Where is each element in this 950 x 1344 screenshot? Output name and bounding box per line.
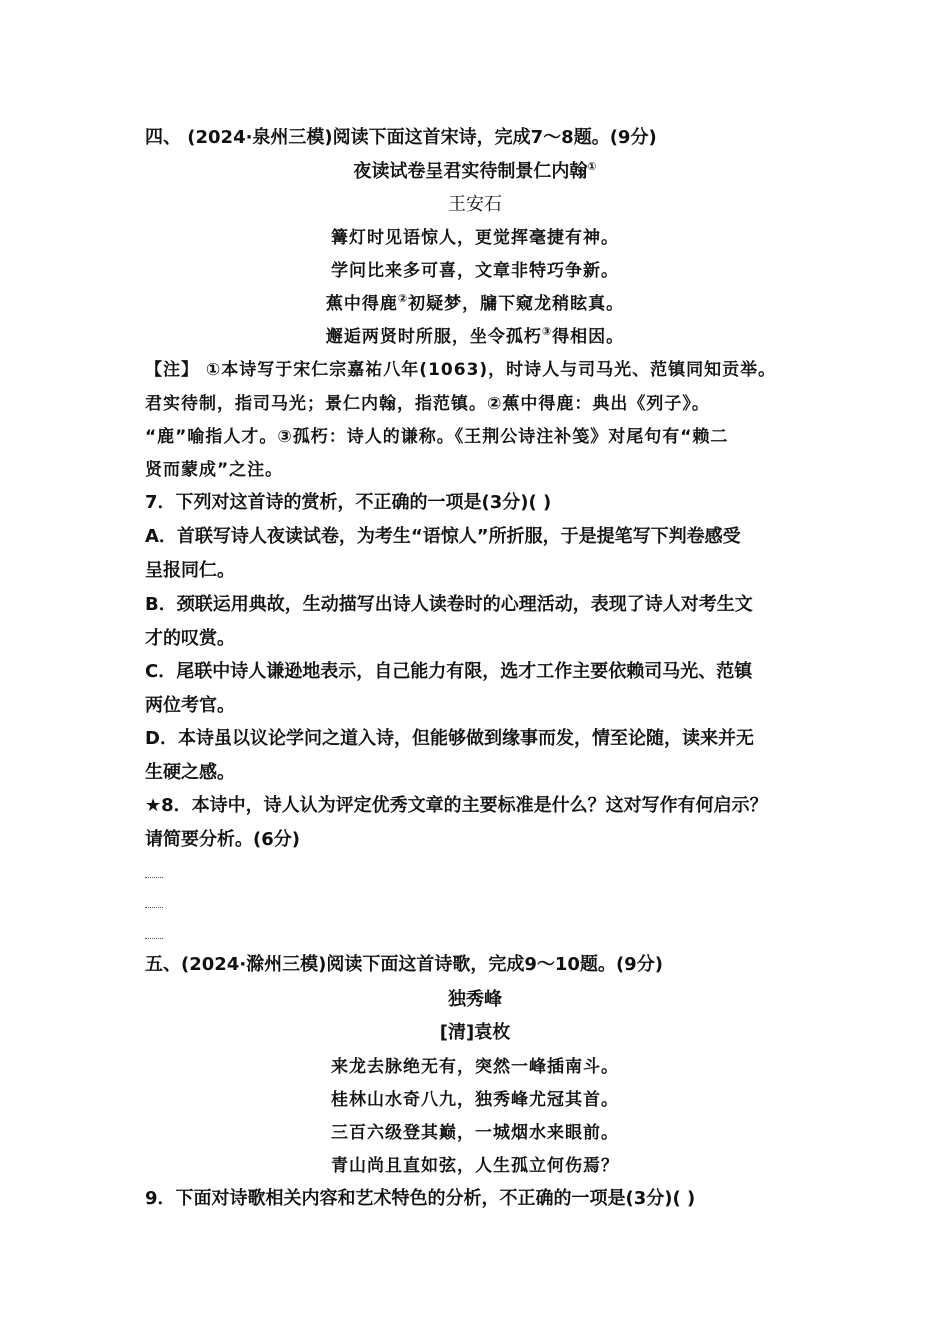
poem1-line-text: 得相因。 <box>552 327 625 347</box>
note-line: 【注】 ①本诗写于宋仁宗嘉祐八年(1063)，时诗人与司马光、范镇同知贡举。 <box>145 360 777 380</box>
option-c[interactable]: C．尾联中诗人谦逊地表示，自己能力有限，选才工作主要依赖司马光、范镇 <box>145 661 753 682</box>
poem1-title-text: 夜读试卷呈君实待制景仁内翰 <box>353 161 588 182</box>
note-line: “鹿”喻指人才。③孤朽：诗人的谦称。《王荆公诗注补笺》对尾句有“赖二 <box>145 427 729 447</box>
poem2-author: [清]袁枚 <box>439 1022 511 1043</box>
poem2-line: 青山尚且直如弦，人生孤立何伤焉？ <box>331 1156 619 1176</box>
footnote-marker: ② <box>397 292 409 305</box>
poem1-author: 王安石 <box>448 194 502 215</box>
poem1-title-footnote-marker: ① <box>587 160 597 173</box>
option-d[interactable]: D．本诗虽以议论学问之道入诗，但能够做到缘事而发，情至论随，读来并无 <box>145 728 754 749</box>
question-9-stem: 9．下面对诗歌相关内容和艺术特色的分析，不正确的一项是(3分)( ) <box>145 1188 696 1209</box>
poem1-line-text: 初疑梦，牖下窥龙稍眩真。 <box>408 294 625 314</box>
answer-line[interactable] <box>145 907 163 908</box>
question-8-stem: ★8．本诗中，诗人认为评定优秀文章的主要标准是什么？这对写作有何启示？ <box>145 795 768 816</box>
poem1-line-text: 学问比来多可喜，文章非特巧争新。 <box>331 261 619 281</box>
note-line: 君实待制，指司马光；景仁内翰，指范镇。②蕉中得鹿：典出《列子》。 <box>145 394 710 414</box>
poem1-line-text: 邂逅两贤时所服，坐令孤朽 <box>325 327 542 347</box>
poem2-line: 三百六级登其巅，一城烟水来眼前。 <box>331 1123 619 1143</box>
poem1-line <box>0 325 950 349</box>
poem1-title <box>0 160 950 184</box>
poem1-line <box>0 292 950 316</box>
option-a[interactable]: A．首联写诗人夜读试卷，为考生“语惊人”所折服，于是提笔写下判卷感受 <box>145 526 741 547</box>
poem1-line-text: 篝灯时见语惊人，更觉挥毫捷有神。 <box>331 228 619 248</box>
poem2-title: 独秀峰 <box>448 989 502 1010</box>
poem2-line: 桂林山水奇八九，独秀峰尤冠其首。 <box>331 1090 619 1110</box>
option-c-cont: 两位考官。 <box>145 695 235 716</box>
poem1-line-text: 蕉中得鹿 <box>325 294 398 314</box>
option-b[interactable]: B．颈联运用典故，生动描写出诗人读卷时的心理活动，表现了诗人对考生文 <box>145 594 753 615</box>
question-7-stem: 7．下列对这首诗的赏析，不正确的一项是(3分)( ) <box>145 492 552 513</box>
question-8-stem-cont: 请简要分析。(6分) <box>145 829 300 850</box>
footnote-marker: ③ <box>541 325 553 338</box>
poem1-line <box>0 226 950 250</box>
option-b-cont: 才的叹赏。 <box>145 628 235 649</box>
section4-header: 四、 (2024·泉州三模)阅读下面这首宋诗，完成7～8题。(9分) <box>145 127 657 148</box>
poem1-line <box>0 259 950 283</box>
answer-line[interactable] <box>145 938 163 939</box>
note-line: 贤而蒙成”之注。 <box>145 460 284 480</box>
option-a-cont: 呈报同仁。 <box>145 560 235 581</box>
option-d-cont: 生硬之感。 <box>145 762 235 783</box>
poem2-line: 来龙去脉绝无有，突然一峰插南斗。 <box>331 1057 619 1077</box>
section5-header: 五、(2024·滁州三模)阅读下面这首诗歌，完成9～10题。(9分) <box>145 954 663 975</box>
answer-line[interactable] <box>145 877 163 878</box>
